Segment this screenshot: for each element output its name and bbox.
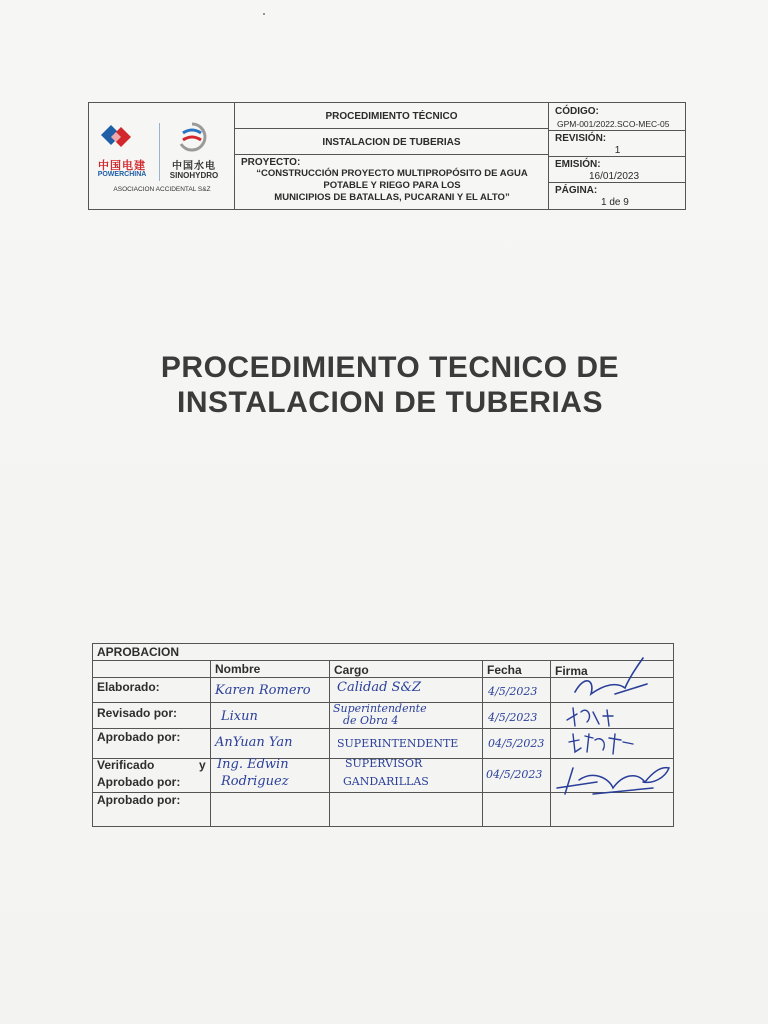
row-role-connector: y [199,758,206,772]
emission-label: EMISIÓN: [555,159,601,170]
row-role-line-1: Verificado [97,758,155,772]
page-cell [549,183,686,209]
signature-revisado-icon [563,702,643,730]
project-label: PROYECTO: [241,157,301,168]
signature-elaborado-icon [555,654,655,702]
association-name: ASOCIACION ACCIDENTAL S&Z [113,186,211,193]
document-title [120,350,660,420]
emission-value: 16/01/2023 [589,171,640,182]
signature-verificado-icon [553,748,673,800]
handwritten-cargo-line-2: de Obra 4 [343,714,399,727]
project-line-3: MUNICIPIOS DE BATALLAS, PUCARANI Y EL ALTO” [274,192,510,203]
divider [329,660,330,826]
document-header [88,102,686,210]
handwritten-name-line-1: Ing. Edwin [217,757,289,772]
divider [550,660,551,826]
doc-name-cell [235,129,549,155]
handwritten-name: AnYuan Yan [215,735,293,750]
handwritten-cargo-line-1: Superintendente [333,702,427,715]
col-header-cargo: Cargo [334,663,369,677]
logo-divider [159,123,160,181]
doc-name: INSTALACION DE TUBERIAS [322,137,461,148]
handwritten-cargo: Calidad S&Z [337,680,422,695]
row-role: Aprobado por: [97,730,181,744]
handwritten-date: 4/5/2023 [488,685,538,698]
code-value: GPM-001/2022.SCO-MEC-05 [557,119,670,129]
handwritten-name-line-2: Rodriguez [221,774,289,789]
scan-speck [263,13,265,15]
revision-label: REVISIÓN: [555,133,607,144]
row-role: Revisado por: [97,706,178,720]
row-role: Aprobado por: [97,793,181,807]
page-label: PÁGINA: [555,185,598,196]
sinohydro-logo-icon [175,121,209,153]
logo-block [89,103,235,209]
revision-value: 1 [614,145,621,156]
divider [210,660,211,826]
emission-cell [549,157,686,183]
divider [482,660,483,826]
project-cell [235,155,549,209]
col-header-nombre: Nombre [215,662,261,676]
page-value: 1 de 9 [601,197,629,208]
handwritten-cargo: SUPERINTENDENTE [337,737,459,750]
handwritten-date: 04/5/2023 [486,768,543,781]
approval-heading: APROBACION [97,645,180,659]
sinohydro-en-text: SINOHYDRO [169,171,219,180]
row-role-line-2: Aprobado por: [97,775,181,789]
handwritten-name: Lixun [221,709,258,724]
handwritten-name: Karen Romero [215,683,311,698]
code-cell [549,103,686,131]
title-line-1: PROCEDIMIENTO TECNICO DE [160,351,620,384]
row-role: Elaborado: [97,680,160,694]
handwritten-date: 4/5/2023 [488,711,538,724]
approval-table [92,643,674,827]
handwritten-date: 04/5/2023 [488,737,545,750]
code-label: CÓDIGO: [555,106,599,117]
powerchina-logo-icon [99,123,139,153]
handwritten-cargo-line-2: GANDARILLAS [343,775,429,788]
title-line-2: INSTALACION DE TUBERIAS [177,386,603,419]
powerchina-cn-text: 中国电建 [98,160,146,172]
handwritten-cargo-line-1: SUPERVISOR [345,757,423,770]
revision-cell [549,131,686,157]
project-line-2: POTABLE Y RIEGO PARA LOS [323,180,461,191]
doc-type-cell [235,103,549,129]
col-header-fecha: Fecha [487,663,522,677]
project-line-1: “CONSTRUCCIÓN PROYECTO MULTIPROPÓSITO DE AGUA [256,168,528,179]
powerchina-en-text: POWERCHINA [97,171,147,178]
doc-type: PROCEDIMIENTO TÉCNICO [325,111,458,122]
col-header-firma: Firma [555,664,588,678]
sinohydro-cn-text: 中国水电 [172,161,216,172]
